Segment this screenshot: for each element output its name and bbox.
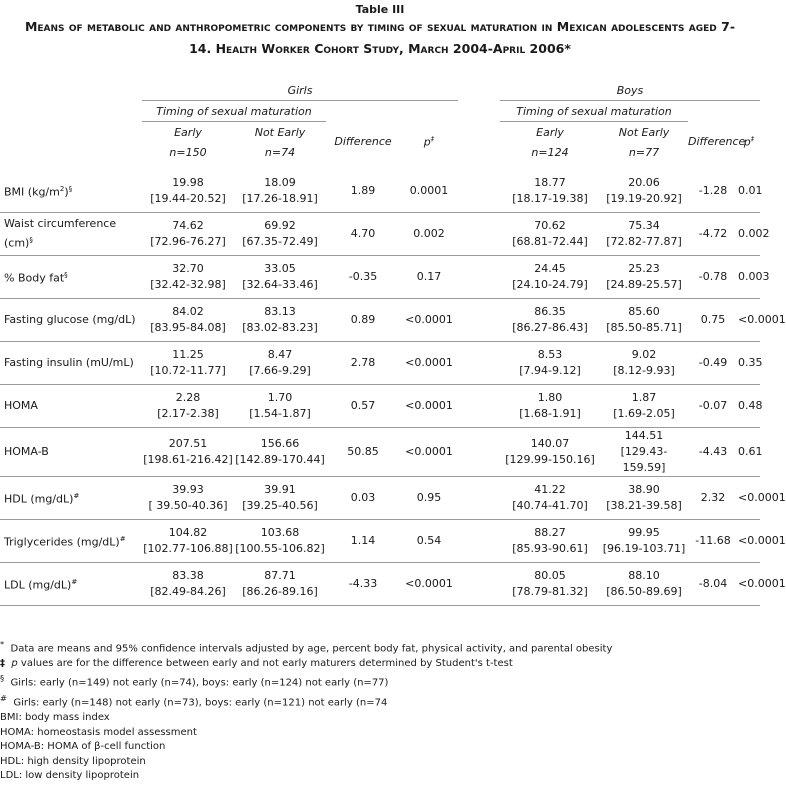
boys-not-early-header: Not Early	[618, 125, 670, 139]
row-label: HDL (mg/dL)#	[0, 477, 142, 520]
boys-difference-value: -4.43	[688, 428, 738, 477]
boys-p-value: 0.01	[738, 170, 760, 213]
girls-difference-header: Difference	[334, 135, 392, 149]
boys-p-value: <0.0001	[738, 299, 760, 342]
boys-early-value: 8.53 [7.94-9.12]	[500, 342, 600, 385]
girls-p-value: <0.0001	[400, 428, 458, 477]
boys-p-header: p‡	[743, 134, 755, 149]
girls-early-value: 19.98 [19.44-20.52]	[142, 170, 234, 213]
boys-p-value: <0.0001	[738, 520, 760, 563]
boys-early-header: Early	[536, 125, 564, 139]
girls-difference-value: 1.89	[326, 170, 400, 213]
girls-group-header: Girls	[142, 80, 458, 101]
boys-difference-value: 0.75	[688, 299, 738, 342]
table-row	[0, 170, 760, 213]
girls-p-value: 0.0001	[400, 170, 458, 213]
girls-p-value: <0.0001	[400, 342, 458, 385]
boys-early-value: 140.07 [129.99-150.16]	[500, 428, 600, 477]
girls-not-early-value: 87.71 [86.26-89.16]	[234, 563, 326, 606]
boys-p-value: <0.0001	[738, 477, 760, 520]
row-label: Fasting insulin (mU/mL)	[0, 342, 142, 385]
girls-difference-value: 1.14	[326, 520, 400, 563]
table-label: Table III	[355, 3, 405, 16]
boys-difference-value: -1.28	[688, 170, 738, 213]
girls-p-value: 0.54	[400, 520, 458, 563]
boys-not-early-value: 144.51 [129.43-159.59]	[600, 428, 688, 477]
abbreviation-item: HOMA-B: HOMA of β-cell function	[0, 741, 166, 752]
row-label: HOMA-B	[0, 428, 142, 477]
girls-difference-value: 50.85	[326, 428, 400, 477]
row-label: LDL (mg/dL)#	[0, 563, 142, 606]
girls-early-value: 83.38 [82.49-84.26]	[142, 563, 234, 606]
row-label: Triglycerides (mg/dL)#	[0, 520, 142, 563]
girls-not-early-value: 1.70 [1.54-1.87]	[234, 385, 326, 428]
girls-not-early-value: 156.66 [142.89-170.44]	[234, 428, 326, 477]
boys-p-value: 0.48	[738, 385, 760, 428]
girls-early-value: 11.25 [10.72-11.77]	[142, 342, 234, 385]
boys-early-value: 86.35 [86.27-86.43]	[500, 299, 600, 342]
girls-early-value: 74.62 [72.96-76.27]	[142, 213, 234, 256]
girls-early-n: n=150	[169, 145, 207, 159]
boys-early-value: 24.45 [24.10-24.79]	[500, 256, 600, 299]
girls-p-value: 0.002	[400, 213, 458, 256]
footnotes	[0, 637, 760, 711]
boys-group-header: Boys	[500, 80, 760, 101]
boys-difference-value: -0.49	[688, 342, 738, 385]
girls-difference-value: 4.70	[326, 213, 400, 256]
boys-early-value: 41.22 [40.74-41.70]	[500, 477, 600, 520]
girls-early-value: 39.93 [ 39.50-40.36]	[142, 477, 234, 520]
abbreviation-item: HOMA: homeostasis model assessment	[0, 726, 197, 738]
row-label: Waist circumference (cm)§	[0, 213, 142, 256]
footnote-3: § Girls: early (n=149) not early (n=74), boys: early (n=124) not early (n=77)	[0, 673, 389, 689]
abbreviation-item: BMI: body mass index	[0, 712, 110, 723]
abbreviation-item: HDL: high density lipoprotein	[0, 755, 146, 767]
girls-p-value: 0.17	[400, 256, 458, 299]
table-row	[0, 213, 760, 256]
girls-p-header: p‡	[423, 134, 435, 149]
boys-early-value: 80.05 [78.79-81.32]	[500, 563, 600, 606]
girls-difference-value: -0.35	[326, 256, 400, 299]
footnote-4: # Girls: early (n=148) not early (n=73), boys: early (n=121) not early (n=74	[0, 693, 388, 709]
girls-p-value: <0.0001	[400, 299, 458, 342]
girls-not-early-header: Not Early	[254, 125, 306, 139]
boys-difference-value: -11.68	[688, 520, 738, 563]
footnote-1: * Data are means and 95% confidence intervals adjusted by age, percent body fat, physical activity, and parental obesity	[0, 639, 613, 655]
table-row	[0, 563, 760, 606]
results-table	[0, 80, 786, 606]
abbreviations	[0, 711, 760, 784]
row-label: % Body fat§	[0, 256, 142, 299]
boys-not-early-value: 20.06 [19.19-20.92]	[600, 170, 688, 213]
table-row	[0, 477, 760, 520]
boys-not-early-value: 88.10 [86.50-89.69]	[600, 563, 688, 606]
girls-early-value: 104.82 [102.77-106.88]	[142, 520, 234, 563]
table-row	[0, 520, 760, 563]
boys-p-value: 0.003	[738, 256, 760, 299]
table-row	[0, 256, 760, 299]
girls-not-early-value: 103.68 [100.55-106.82]	[234, 520, 326, 563]
row-label: Fasting glucose (mg/dL)	[0, 299, 142, 342]
row-label: HOMA	[0, 385, 142, 428]
girls-timing-header: Timing of sexual maturation	[142, 101, 326, 122]
boys-difference-header: Difference	[688, 135, 746, 149]
boys-not-early-value: 1.87 [1.69-2.05]	[600, 385, 688, 428]
boys-not-early-value: 25.23 [24.89-25.57]	[600, 256, 688, 299]
girls-difference-value: 0.03	[326, 477, 400, 520]
boys-not-early-n: n=77	[628, 145, 660, 159]
boys-not-early-value: 38.90 [38.21-39.58]	[600, 477, 688, 520]
girls-not-early-value: 39.91 [39.25-40.56]	[234, 477, 326, 520]
girls-early-value: 84.02 [83.95-84.08]	[142, 299, 234, 342]
girls-not-early-value: 83.13 [83.02-83.23]	[234, 299, 326, 342]
row-label: BMI $(kg/m^2)^\S$	[0, 170, 142, 213]
girls-early-header: Early	[174, 125, 202, 139]
boys-not-early-value: 75.34 [72.82-77.87]	[600, 213, 688, 256]
boys-p-value: 0.61	[738, 428, 760, 477]
girls-not-early-value: 18.09 [17.26-18.91]	[234, 170, 326, 213]
footnote-2: ‡ p values are for the difference between early and not early maturers determined by Student's t-test	[0, 657, 513, 669]
girls-not-early-value: 33.05 [32.64-33.46]	[234, 256, 326, 299]
table-title: Means of metabolic and anthropometric components by timing of sexual maturation in Mexican adolescents aged 7-14. Health Worker Cohort Study, March 2004-April 2006*	[24, 19, 736, 56]
girls-early-value: 2.28 [2.17-2.38]	[142, 385, 234, 428]
boys-difference-value: -4.72	[688, 213, 738, 256]
girls-early-value: 32.70 [32.42-32.98]	[142, 256, 234, 299]
girls-not-early-value: 69.92 [67.35-72.49]	[234, 213, 326, 256]
boys-difference-value: 2.32	[688, 477, 738, 520]
boys-not-early-value: 9.02 [8.12-9.93]	[600, 342, 688, 385]
boys-p-value: 0.35	[738, 342, 760, 385]
girls-not-early-value: 8.47 [7.66-9.29]	[234, 342, 326, 385]
girls-difference-value: -4.33	[326, 563, 400, 606]
boys-early-value: 18.77 [18.17-19.38]	[500, 170, 600, 213]
girls-p-value: <0.0001	[400, 563, 458, 606]
table-row	[0, 299, 760, 342]
table-row	[0, 342, 760, 385]
boys-early-value: 70.62 [68.81-72.44]	[500, 213, 600, 256]
girls-difference-value: 2.78	[326, 342, 400, 385]
boys-difference-value: -8.04	[688, 563, 738, 606]
girls-early-value: 207.51 [198.61-216.42]	[142, 428, 234, 477]
boys-p-value: <0.0001	[738, 563, 760, 606]
girls-p-value: 0.95	[400, 477, 458, 520]
boys-early-value: 88.27 [85.93-90.61]	[500, 520, 600, 563]
table-row	[0, 428, 760, 477]
table-row	[0, 385, 760, 428]
girls-difference-value: 0.89	[326, 299, 400, 342]
boys-difference-value: -0.78	[688, 256, 738, 299]
boys-timing-header: Timing of sexual maturation	[500, 101, 688, 122]
boys-difference-value: -0.07	[688, 385, 738, 428]
girls-difference-value: 0.57	[326, 385, 400, 428]
girls-p-value: <0.0001	[400, 385, 458, 428]
girls-not-early-n: n=74	[264, 145, 296, 159]
boys-not-early-value: 99.95 [96.19-103.71]	[600, 520, 688, 563]
boys-early-n: n=124	[531, 145, 569, 159]
abbreviation-item: LDL: low density lipoprotein	[0, 770, 140, 781]
boys-early-value: 1.80 [1.68-1.91]	[500, 385, 600, 428]
boys-not-early-value: 85.60 [85.50-85.71]	[600, 299, 688, 342]
boys-p-value: 0.002	[738, 213, 760, 256]
